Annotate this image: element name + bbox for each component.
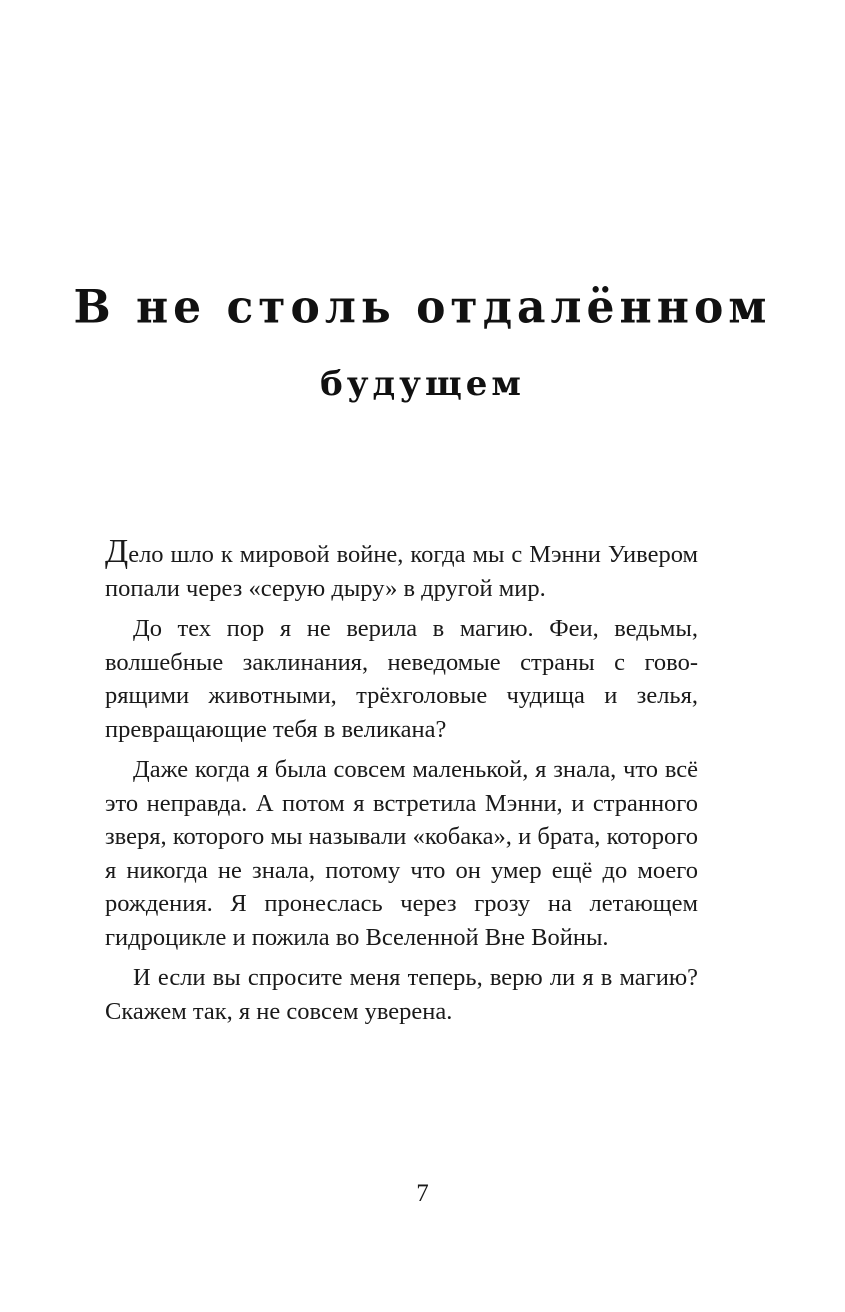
- paragraph-2: До тех пор я не верила в магию. Феи, ведьмы, волшебные заклинания, неведомые страны с говорящими животными, трёхголовые чудища и зелья, превращающие тебя в великана?: [105, 615, 698, 743]
- paragraph-3: Даже когда я была совсем маленькой, я знала, что всё это неправда. А потом я встретила Мэнни, и странного зверя, которого мы называли «кобака», и брата, которого я никогда не знала, потому что он умер ещё до моего рождения. Я пронеслась через грозу на летающем гидроцикле и пожила во Вселенной Вне Войны.: [105, 756, 698, 951]
- paragraph-1: [105, 533, 698, 605]
- chapter-title: [0, 270, 845, 422]
- chapter-title-line-1: В не столь отдалённом: [73, 280, 772, 335]
- paragraph-1-text: ело шло к мировой войне, когда мы с Мэнни Уивером попали через «серую дыру» в другой мир.: [105, 541, 698, 602]
- paragraph-4: И если вы спросите меня теперь, верю ли я в магию? Скажем так, я не совсем уверена.: [105, 964, 698, 1025]
- chapter-body: [105, 533, 698, 1035]
- page-number: 7: [416, 1180, 429, 1207]
- initial-letter: Д: [105, 533, 129, 570]
- chapter-title-line-2: будущем: [320, 364, 525, 404]
